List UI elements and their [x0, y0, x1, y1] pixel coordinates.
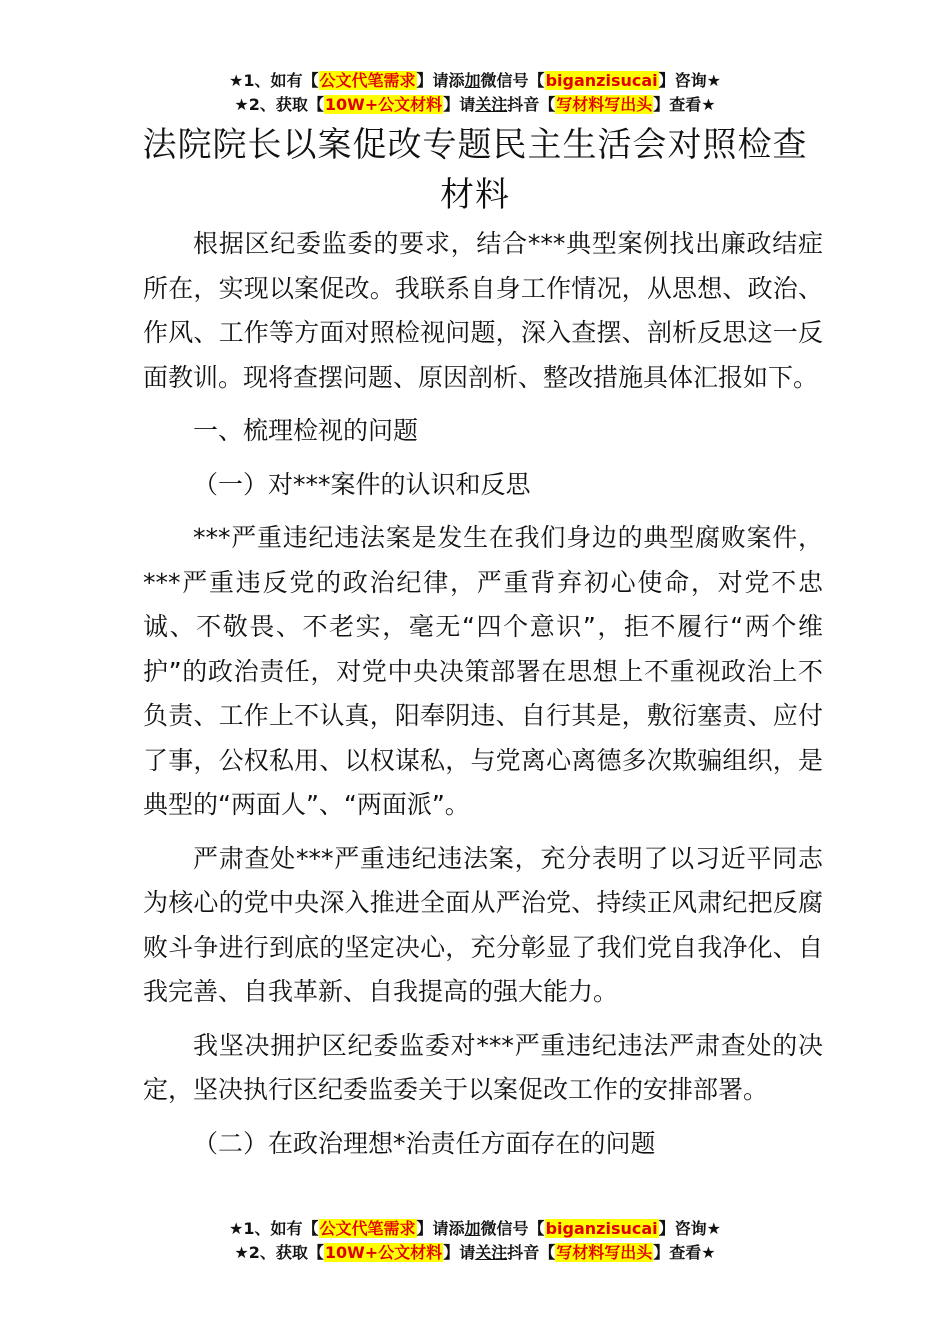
banner-highlight-douyin: 写材料写出头 [556, 95, 653, 114]
banner-text: ★1、如有【 [229, 1219, 319, 1238]
banner-text: 抖音【 [507, 1243, 556, 1262]
subsection-heading-1: （一）对***案件的认识和反思 [193, 469, 531, 499]
subsection-heading-2: （二）在政治理想*治责任方面存在的问题 [193, 1128, 656, 1158]
banner-line-1 [0, 70, 950, 94]
banner-text: 微信号【 [480, 1219, 545, 1238]
footer-banner-line-1 [0, 1218, 950, 1242]
section-heading-1: 一、梳理检视的问题 [193, 416, 419, 445]
banner-highlight-materials: 10W+公文材料 [324, 1243, 443, 1262]
banner-text: 】请 [443, 95, 476, 114]
paragraph-support-decision: 我坚决拥护区纪委监委对***严重违纪违法严肃查处的决定，坚决执行区纪委监委关于以案促改工作的安排部署。 [143, 1030, 823, 1104]
banner-text: ★1、如有【 [229, 71, 319, 90]
banner-text: 】查看★ [653, 1243, 716, 1262]
footer-banner-line-2 [0, 1242, 950, 1266]
banner-text: 】请添 [416, 1219, 465, 1238]
banner-text: 抖音【 [507, 95, 556, 114]
banner-text: 微信号【 [480, 71, 545, 90]
paragraph-intro: 根据区纪委监委的要求，结合***典型案例找出廉政结症所在，实现以案促改。我联系自身工作情况，从思想、政治、作风、工作等方面对照检视问题，深入查摆、剖析反思这一反面教训。现将查摆问题、原因剖析、整改措施具体汇报如下。 [143, 229, 823, 392]
footer-banner [0, 1218, 950, 1266]
banner-text: 】查看★ [653, 95, 716, 114]
banner-underlined-text: 加 [464, 71, 481, 90]
banner-underlined-text: 关注 [475, 1243, 508, 1262]
banner-line-2 [0, 94, 950, 118]
paragraph-case-analysis: ***严重违纪违法案是发生在我们身边的典型腐败案件，***严重违反党的政治纪律，严重背弃初心使命，对党不忠诚、不敬畏、不老实，毫无“四个意识”，拒不履行“两个维护”的政治责任，对党中央决策部署在思想上不重视政治上不负责、工作上不认真，阳奉阴违、自行其是，敷衍塞责、应付了事，公权私用、以权谋私，与党离心离德多次欺骗组织，是典型的“两面人”、“两面派”。 [143, 523, 823, 819]
banner-highlight-service: 公文代笔需求 [319, 1219, 416, 1238]
banner-text: 】请 [443, 1243, 476, 1262]
banner-underlined-text: 加 [464, 1219, 481, 1238]
title-line-1: 法院院长以案促改专题民主生活会对照检查 [142, 125, 808, 165]
banner-highlight-wechat-id: biganzisucai [545, 71, 658, 90]
header-banner [0, 70, 950, 118]
document-body [143, 222, 823, 1166]
title-line-2: 材料 [440, 175, 510, 215]
banner-highlight-materials: 10W+公文材料 [324, 95, 443, 114]
banner-highlight-service: 公文代笔需求 [319, 71, 416, 90]
banner-highlight-douyin: 写材料写出头 [556, 1243, 653, 1262]
banner-text: ★2、获取【 [234, 1243, 324, 1262]
banner-text: 】咨询★ [658, 1219, 721, 1238]
paragraph-case-significance: 严肃查处***严重违纪违法案，充分表明了以习近平同志为核心的党中央深入推进全面从严治党、持续正风肃纪把反腐败斗争进行到底的坚定决心，充分彰显了我们党自我净化、自我完善、自我革新、自我提高的强大能力。 [143, 843, 823, 1006]
banner-underlined-text: 关注 [475, 95, 508, 114]
document-title [0, 120, 950, 220]
banner-text: 】请添 [416, 71, 465, 90]
banner-text: ★2、获取【 [234, 95, 324, 114]
banner-highlight-wechat-id: biganzisucai [545, 1219, 658, 1238]
banner-text: 】咨询★ [658, 71, 721, 90]
